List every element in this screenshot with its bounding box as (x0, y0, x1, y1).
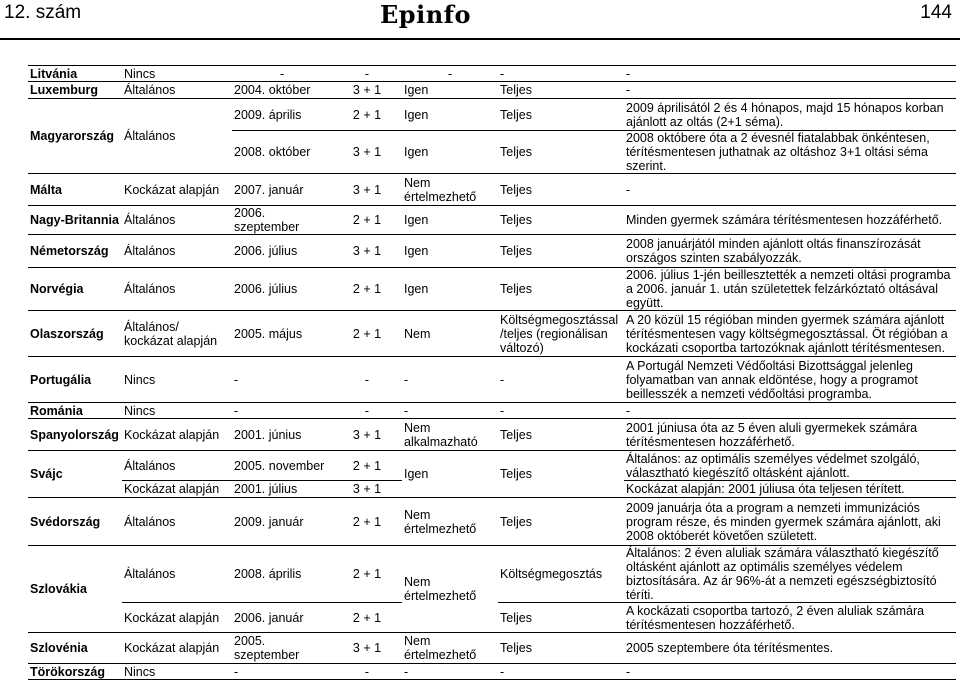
schema-cell: - (332, 357, 402, 403)
country-cell: Nagy-Britannia (28, 206, 122, 235)
note-cell: 2008 októbere óta a 2 évesnél fiatalabbak önkéntesen, térítésmentesen juthatnak az oltáshoz 3+1 oltási séma szerint. (626, 131, 930, 173)
schema-cell: 3 + 1 (332, 235, 402, 268)
table-row (28, 66, 956, 82)
schema-cell: 2 + 1 (332, 451, 402, 481)
table-row (28, 99, 956, 131)
schema-cell: - (332, 403, 402, 419)
schema-cell: 2 + 1 (332, 603, 402, 633)
schema-cell: 3 + 1 (352, 145, 382, 159)
type-cell: Általános (122, 82, 232, 99)
free-cell: Igen (402, 451, 498, 498)
date-cell: 2005. november (232, 451, 332, 481)
date-cell: 2007. január (232, 174, 332, 206)
free-cell: Igen (404, 145, 429, 159)
date-cell: 2005. május (232, 311, 332, 357)
table-row (28, 235, 956, 268)
note-cell: 2009 januárja óta a program a nemzeti immunizációs program része, és minden gyermek számára ajánlott, aki 2008 októberét követően született. (624, 498, 956, 546)
free-cell: Nem értelmezhető (402, 174, 498, 206)
header-rule (0, 38, 960, 40)
note-cell: - (624, 82, 956, 99)
country-cell: Magyarország (28, 99, 122, 174)
free-cell: Igen (402, 99, 498, 131)
country-cell: Svájc (28, 451, 122, 498)
date-cell: - (232, 66, 332, 82)
free-cell: - (402, 664, 498, 680)
paid-cell: - (498, 357, 624, 403)
table-row (28, 311, 956, 357)
paid-cell: Teljes (498, 498, 624, 546)
free-cell: - (402, 403, 498, 419)
paid-cell: - (498, 66, 624, 82)
note-cell: A 20 közül 15 régióban minden gyermek számára ajánlott térítésmentesen vagy költségmegosztással. Öt régióban a kockázati csoportba tartozóknak ajánlott térítésmentesen. (624, 311, 956, 357)
type-cell: Általános (122, 268, 232, 311)
paid-cell: Teljes (498, 82, 624, 99)
date-cell: 2008. október (234, 145, 311, 159)
type-cell: Nincs (122, 403, 232, 419)
paid-cell: - (498, 664, 624, 680)
note-cell: - (624, 664, 956, 680)
date-cell: 2006. július (232, 235, 332, 268)
type-cell: Általános (122, 546, 232, 603)
schema-cell: 2 + 1 (332, 498, 402, 546)
schema-cell: 2 + 1 (332, 311, 402, 357)
schema-cell: 3 + 1 (332, 174, 402, 206)
country-cell: Szlovénia (28, 633, 122, 664)
type-cell: Általános (122, 235, 232, 268)
note-cell: 2008 januárjától minden ajánlott oltás finanszírozását országos szinten szabályozzák. (624, 235, 956, 268)
table-row (28, 546, 956, 603)
type-cell: Nincs (122, 66, 232, 82)
type-cell: Kockázat alapján (122, 174, 232, 206)
paid-cell: Teljes (498, 633, 624, 664)
free-cell: Nem (402, 311, 498, 357)
paid-cell: Teljes (498, 419, 624, 451)
note-cell: Kockázat alapján: 2001 júliusa óta teljesen térített. (624, 481, 956, 498)
note-cell: - (624, 66, 956, 82)
date-cell: - (232, 403, 332, 419)
country-cell: Németország (28, 235, 122, 268)
free-cell: Nem értelmezhető (402, 498, 498, 546)
country-cell: Szlovákia (28, 546, 122, 633)
paid-cell: Teljes (498, 235, 624, 268)
country-cell: Svédország (28, 498, 122, 546)
note-cell: 2006. július 1-jén beillesztették a nemzeti oltási programba a 2006. január 1. után születettek felzárkóztató oltásával együtt. (624, 268, 956, 311)
paid-cell: Teljes (498, 206, 624, 235)
country-cell: Luxemburg (28, 82, 122, 99)
free-cell: - (402, 66, 498, 82)
country-cell: Románia (28, 403, 122, 419)
note-cell: - (624, 174, 956, 206)
paid-cell: Teljes (498, 99, 624, 131)
paid-cell: - (498, 403, 624, 419)
type-cell: Kockázat alapján (122, 419, 232, 451)
free-cell: - (402, 357, 498, 403)
date-cell: 2004. október (232, 82, 332, 99)
free-cell: Nem alkalmazható (402, 419, 498, 451)
issue-number: 12. szám (4, 2, 82, 23)
table-row (28, 633, 956, 664)
type-cell: Általános (122, 451, 232, 481)
note-cell: Minden gyermek számára térítésmentesen hozzáférhető. (624, 206, 956, 235)
free-cell: Nem értelmezhető (402, 633, 498, 664)
table-row (28, 664, 956, 680)
note-cell: 2005 szeptembere óta térítésmentes. (624, 633, 956, 664)
country-cell: Portugália (28, 357, 122, 403)
date-cell: 2001. július (232, 481, 332, 498)
page-header (0, 0, 960, 40)
type-cell: Nincs (122, 357, 232, 403)
table-row (28, 451, 956, 481)
date-cell: - (232, 664, 332, 680)
schema-cell: 3 + 1 (332, 82, 402, 99)
date-cell: 2005. szeptember (232, 633, 332, 664)
paid-cell: Költségmegosztással /teljes (regionálisan változó) (498, 311, 624, 357)
type-cell: Kockázat alapján (122, 633, 232, 664)
date-cell: 2008. április (232, 546, 332, 603)
table-row (28, 357, 956, 403)
schema-cell: - (332, 664, 402, 680)
schema-cell: 3 + 1 (332, 419, 402, 451)
note-cell: 2009 áprilisától 2 és 4 hónapos, majd 15 hónapos korban ajánlott az oltás (2+1 séma). (624, 99, 956, 131)
schema-cell: 3 + 1 (332, 481, 402, 498)
country-cell: Málta (28, 174, 122, 206)
schema-cell: 2 + 1 (332, 206, 402, 235)
country-cell: Litvánia (28, 66, 122, 82)
table-row (28, 268, 956, 311)
note-cell: Általános: az optimális személyes védelmet szolgáló, választható kiegészítő oltásként ajánlott. (624, 451, 956, 481)
journal-logo: Epinfo (380, 0, 471, 29)
date-cell: 2006. január (232, 603, 332, 633)
paid-cell: Teljes (498, 603, 624, 633)
paid-cell: Teljes (498, 451, 624, 498)
country-cell: Törökország (28, 664, 122, 680)
schema-cell: 2 + 1 (332, 99, 402, 131)
table-row (28, 498, 956, 546)
country-cell: Spanyolország (28, 419, 122, 451)
type-cell: Nincs (122, 664, 232, 680)
type-cell: Kockázat alapján (122, 603, 232, 633)
date-cell: 2006. szeptember (232, 206, 332, 235)
date-cell: 2006. július (232, 268, 332, 311)
paid-cell: Teljes (498, 174, 624, 206)
schema-cell: 3 + 1 (332, 633, 402, 664)
vaccination-table (28, 65, 956, 680)
type-cell: Általános (122, 206, 232, 235)
free-cell: Igen (402, 268, 498, 311)
paid-cell: Költségmegosztás (498, 546, 624, 603)
note-cell: - (624, 403, 956, 419)
date-cell: 2009. január (232, 498, 332, 546)
date-cell: - (232, 357, 332, 403)
note-cell: A Portugál Nemzeti Védőoltási Bizottsággal jelenleg folyamatban van annak eldöntése, hogy a programot beillesszék a nemzeti védőoltási programba. (624, 357, 956, 403)
note-cell: 2001 júniusa óta az 5 éven aluli gyermekek számára térítésmentesen hozzáférhető. (624, 419, 956, 451)
schema-cell: - (332, 66, 402, 82)
free-cell: Igen (402, 206, 498, 235)
paid-cell: Teljes (500, 145, 532, 159)
note-cell: A kockázati csoportba tartozó, 2 éven aluliak számára térítésmentesen hozzáférhető. (624, 603, 956, 633)
table-row (28, 403, 956, 419)
table-row (28, 174, 956, 206)
country-cell: Norvégia (28, 268, 122, 311)
free-cell: Igen (402, 235, 498, 268)
table-row (28, 206, 956, 235)
country-cell: Olaszország (28, 311, 122, 357)
schema-cell: 2 + 1 (332, 268, 402, 311)
note-cell: Általános: 2 éven aluliak számára választható kiegészítő oltásként ajánlott az optimális személyes védelem biztosítására. Az ár 96%-át a nemzeti egészségbiztosító téríti. (624, 546, 956, 603)
free-cell: Nem értelmezhető (402, 546, 498, 633)
type-cell: Általános/ kockázat alapján (122, 311, 232, 357)
free-cell: Igen (402, 82, 498, 99)
table-row (28, 419, 956, 451)
paid-cell: Teljes (498, 268, 624, 311)
schema-cell: 2 + 1 (332, 546, 402, 603)
type-cell: Általános (122, 99, 232, 174)
type-cell: Kockázat alapján (122, 481, 232, 498)
date-cell: 2009. április (232, 99, 332, 131)
page-number: 144 (920, 2, 952, 23)
date-cell: 2001. június (232, 419, 332, 451)
table-row (28, 82, 956, 99)
type-cell: Általános (122, 498, 232, 546)
